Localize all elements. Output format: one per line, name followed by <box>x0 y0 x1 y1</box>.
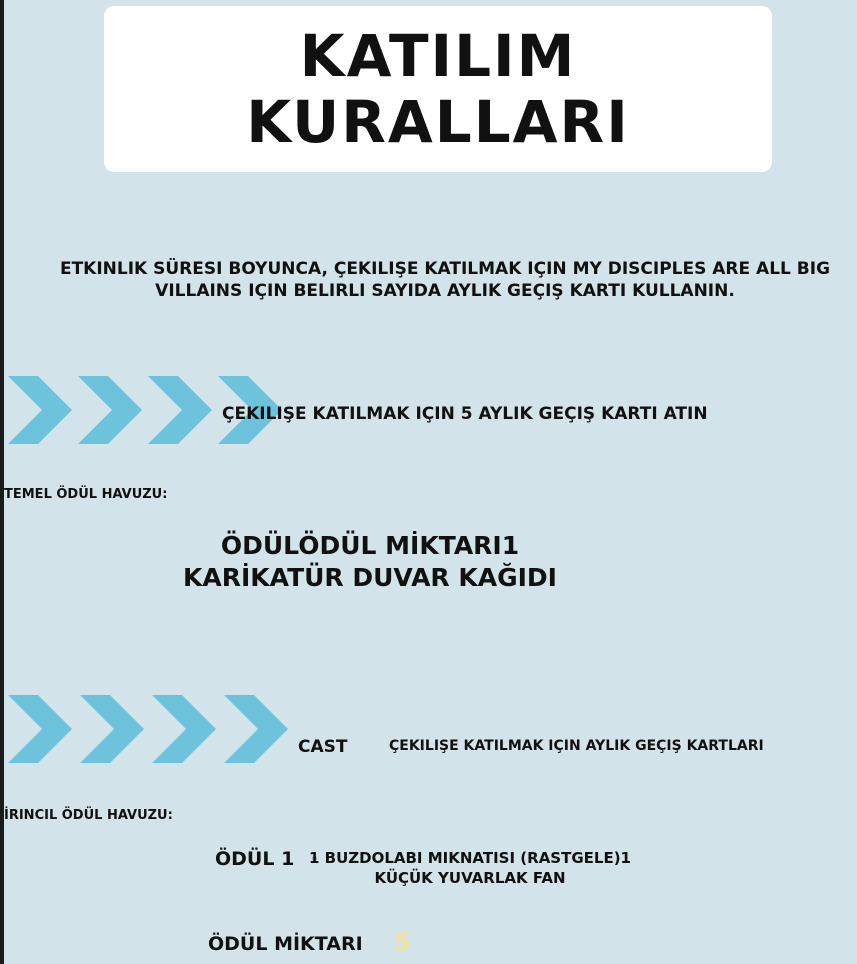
prize-1-label: ÖDÜL 1 <box>215 848 295 870</box>
base-pool-heading: TEMEL ÖDÜL HAVUZU: <box>4 487 168 502</box>
reward-amount-value: 5 <box>394 928 411 956</box>
reward-1-line-1: ÖDÜLÖDÜL MİKTARI1 <box>220 531 520 560</box>
step-1-text: ÇEKILIŞE KATILMAK IÇIN 5 AYLIK GEÇIŞ KARTI ATIN <box>222 404 708 424</box>
reward-1-block <box>160 530 580 594</box>
reward-1-line-2: KARİKATÜR DUVAR KAĞIDI <box>183 563 557 592</box>
prize-1-description: 1 BUZDOLABI MIKNATISI (RASTGELE)1 KÜÇÜK YUVARLAK FAN <box>308 849 631 887</box>
cast-label: CAST <box>298 737 348 757</box>
step-2-text: ÇEKILIŞE KATILMAK IÇIN AYLIK GEÇIŞ KARTLARI <box>389 738 764 754</box>
reward-amount-label: ÖDÜL MİKTARI <box>208 933 363 955</box>
title-line-1: KATILIM <box>299 22 577 90</box>
primary-pool-heading: İRINCIL ÖDÜL HAVUZU: <box>4 808 173 823</box>
chevron-arrows-icon <box>8 693 293 765</box>
intro-text: ETKINLIK SÜRESI BOYUNCA, ÇEKILIŞE KATILMAK IÇIN MY DISCIPLES ARE ALL BIG VILLAINS IÇIN BELIRLI SAYIDA AYLIK GEÇIŞ KARTI KULLANIN. <box>59 259 831 301</box>
title-line-2: KURALLARI <box>246 88 630 156</box>
title-card <box>104 6 772 172</box>
